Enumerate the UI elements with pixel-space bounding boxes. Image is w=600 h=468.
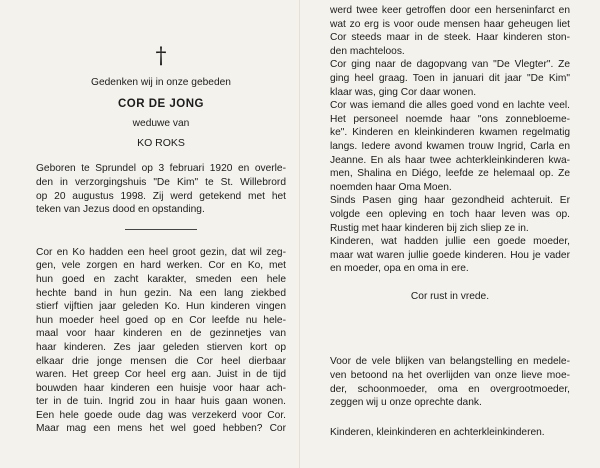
left-page (36, 46, 286, 436)
text-line: Maar mag een mens het wel goed hebben? Cor (36, 423, 286, 435)
text-line: haar kinderen. Zes jaar geleden stierven kort op (36, 341, 286, 353)
text-line: ging heel graag. Toen in januari dit jaar "De Kim" (330, 72, 570, 84)
signature-text: Kinderen, kleinkinderen en achterkleinkinderen. (330, 426, 545, 438)
text-line: Het personeel noemde haar "ons zonnebloeme- (330, 113, 570, 125)
text-line: waren. Het greep Cor heel erg aan. Juist in de tijd (36, 369, 286, 381)
text-line: der, schoonmoeder, oma en overgrootmoeder, (330, 383, 570, 395)
text-line: noemden haar Oma Moen. (330, 181, 452, 193)
text-line: volgde een opleving en toch haar leven was op. (330, 208, 570, 220)
text-line: teken van Jezus dood en opstanding. (36, 204, 205, 216)
text-line: Cor en Ko hadden een heel groot gezin, dat wil zeg- (36, 246, 286, 258)
text-line: Rustig met haar kinderen bij zich sliep ze in. (330, 222, 529, 234)
right-page (330, 4, 570, 439)
thanks-paragraph (330, 355, 570, 409)
text-line: Cor was iemand die alles goed vond en lachte veel. (330, 100, 570, 112)
story-paragraph-right-3 (330, 99, 570, 194)
text-line: den in verzorgingshuis "De Kim" te St. Willebrord (36, 176, 286, 188)
text-line: ke". Kinderen en kleinkinderen kwamen regelmatig (330, 127, 570, 139)
text-line: langs. Iedere avond kwamen trouw Ingrid, Carla en (330, 140, 570, 152)
text-line: hechte band in hun gezin. Na een lang ziekbed (36, 287, 286, 299)
rest-in-peace-text: Cor rust in vrede. (410, 290, 490, 302)
widow-of-text: weduwe van (132, 118, 190, 130)
intro-text: Gedenken wij in onze gebeden (91, 77, 231, 88)
story-paragraph-left (36, 246, 286, 436)
deceased-name: COR DE JONG (117, 97, 204, 110)
card-fold (299, 0, 300, 468)
birth-death-paragraph (36, 162, 286, 216)
spouse-name: KO ROKS (137, 136, 185, 149)
text-line: ter in de tuin. Ingrid zou in haar huis gaan wonen. (36, 396, 286, 408)
text-line: maar wat waren jullie goede kinderen. Hou je vader (330, 249, 570, 261)
text-line: bouwden haar kinderen een huisje voor haar ach- (36, 382, 286, 394)
text-line: zeggen wij u onze oprechte dank. (330, 397, 482, 409)
text-line: Cor steeds maar in de steek. Haar kinderen ston- (330, 32, 570, 44)
text-line: en moeder, opa en oma in ere. (330, 263, 469, 275)
story-paragraph-right-2 (330, 58, 570, 99)
text-line: Jeanne. En als haar twee achterkleinkinderen kwa- (330, 154, 570, 166)
story-paragraph-right-1 (330, 4, 570, 58)
text-line: Sinds Pasen ging haar gezondheid achteruit. Er (330, 195, 570, 207)
text-line: ven betoond na het overlijden van onze lieve moe- (330, 370, 570, 382)
text-line: men, Shalina en Diégo, leefde ze helemaal op. Ze (330, 168, 570, 180)
text-line: wat zo erg is voor oude mensen haar geheugen liet (330, 18, 570, 30)
divider-line (125, 229, 197, 230)
text-line: klaar was, ging Cor daar wonen. (330, 86, 477, 98)
text-line: Voor de vele blijken van belangstelling en medele- (330, 356, 570, 368)
cross-icon: † (155, 44, 167, 69)
text-line: Een hele goede oude dag was verzekerd voor Cor. (36, 409, 286, 421)
text-line: elkaar drie jonge mensen die Cor heel dierbaar (36, 355, 286, 367)
text-line: stierf vijftien jaar geleden Ko. Hun kinderen vingen (36, 301, 286, 313)
text-line: den machteloos. (330, 45, 405, 57)
text-line: hun moeder heel goed op en Cor leefde nu hele- (36, 314, 286, 326)
story-paragraph-right-5 (330, 235, 570, 276)
text-line: hun goed en zacht karakter, smeden een hele (36, 273, 286, 285)
text-line: Kinderen, wat hadden jullie een goede moeder, (330, 236, 570, 248)
text-line: maal voor haar kinderen en de gezinnetjes van (36, 328, 286, 340)
text-line: Geboren te Sprundel op 3 februari 1920 en overle- (36, 163, 286, 175)
text-line: werd twee keer getroffen door een herseninfarct en (330, 5, 570, 16)
story-paragraph-right-4 (330, 194, 570, 235)
text-line: op 20 augustus 1998. Zij werd getekend met het (36, 190, 286, 202)
text-line: gen, vele zorgen en hard werken. Cor en Ko, met (36, 260, 286, 272)
text-line: Cor ging naar de dagopvang van "De Vlegter". Ze (330, 59, 570, 71)
